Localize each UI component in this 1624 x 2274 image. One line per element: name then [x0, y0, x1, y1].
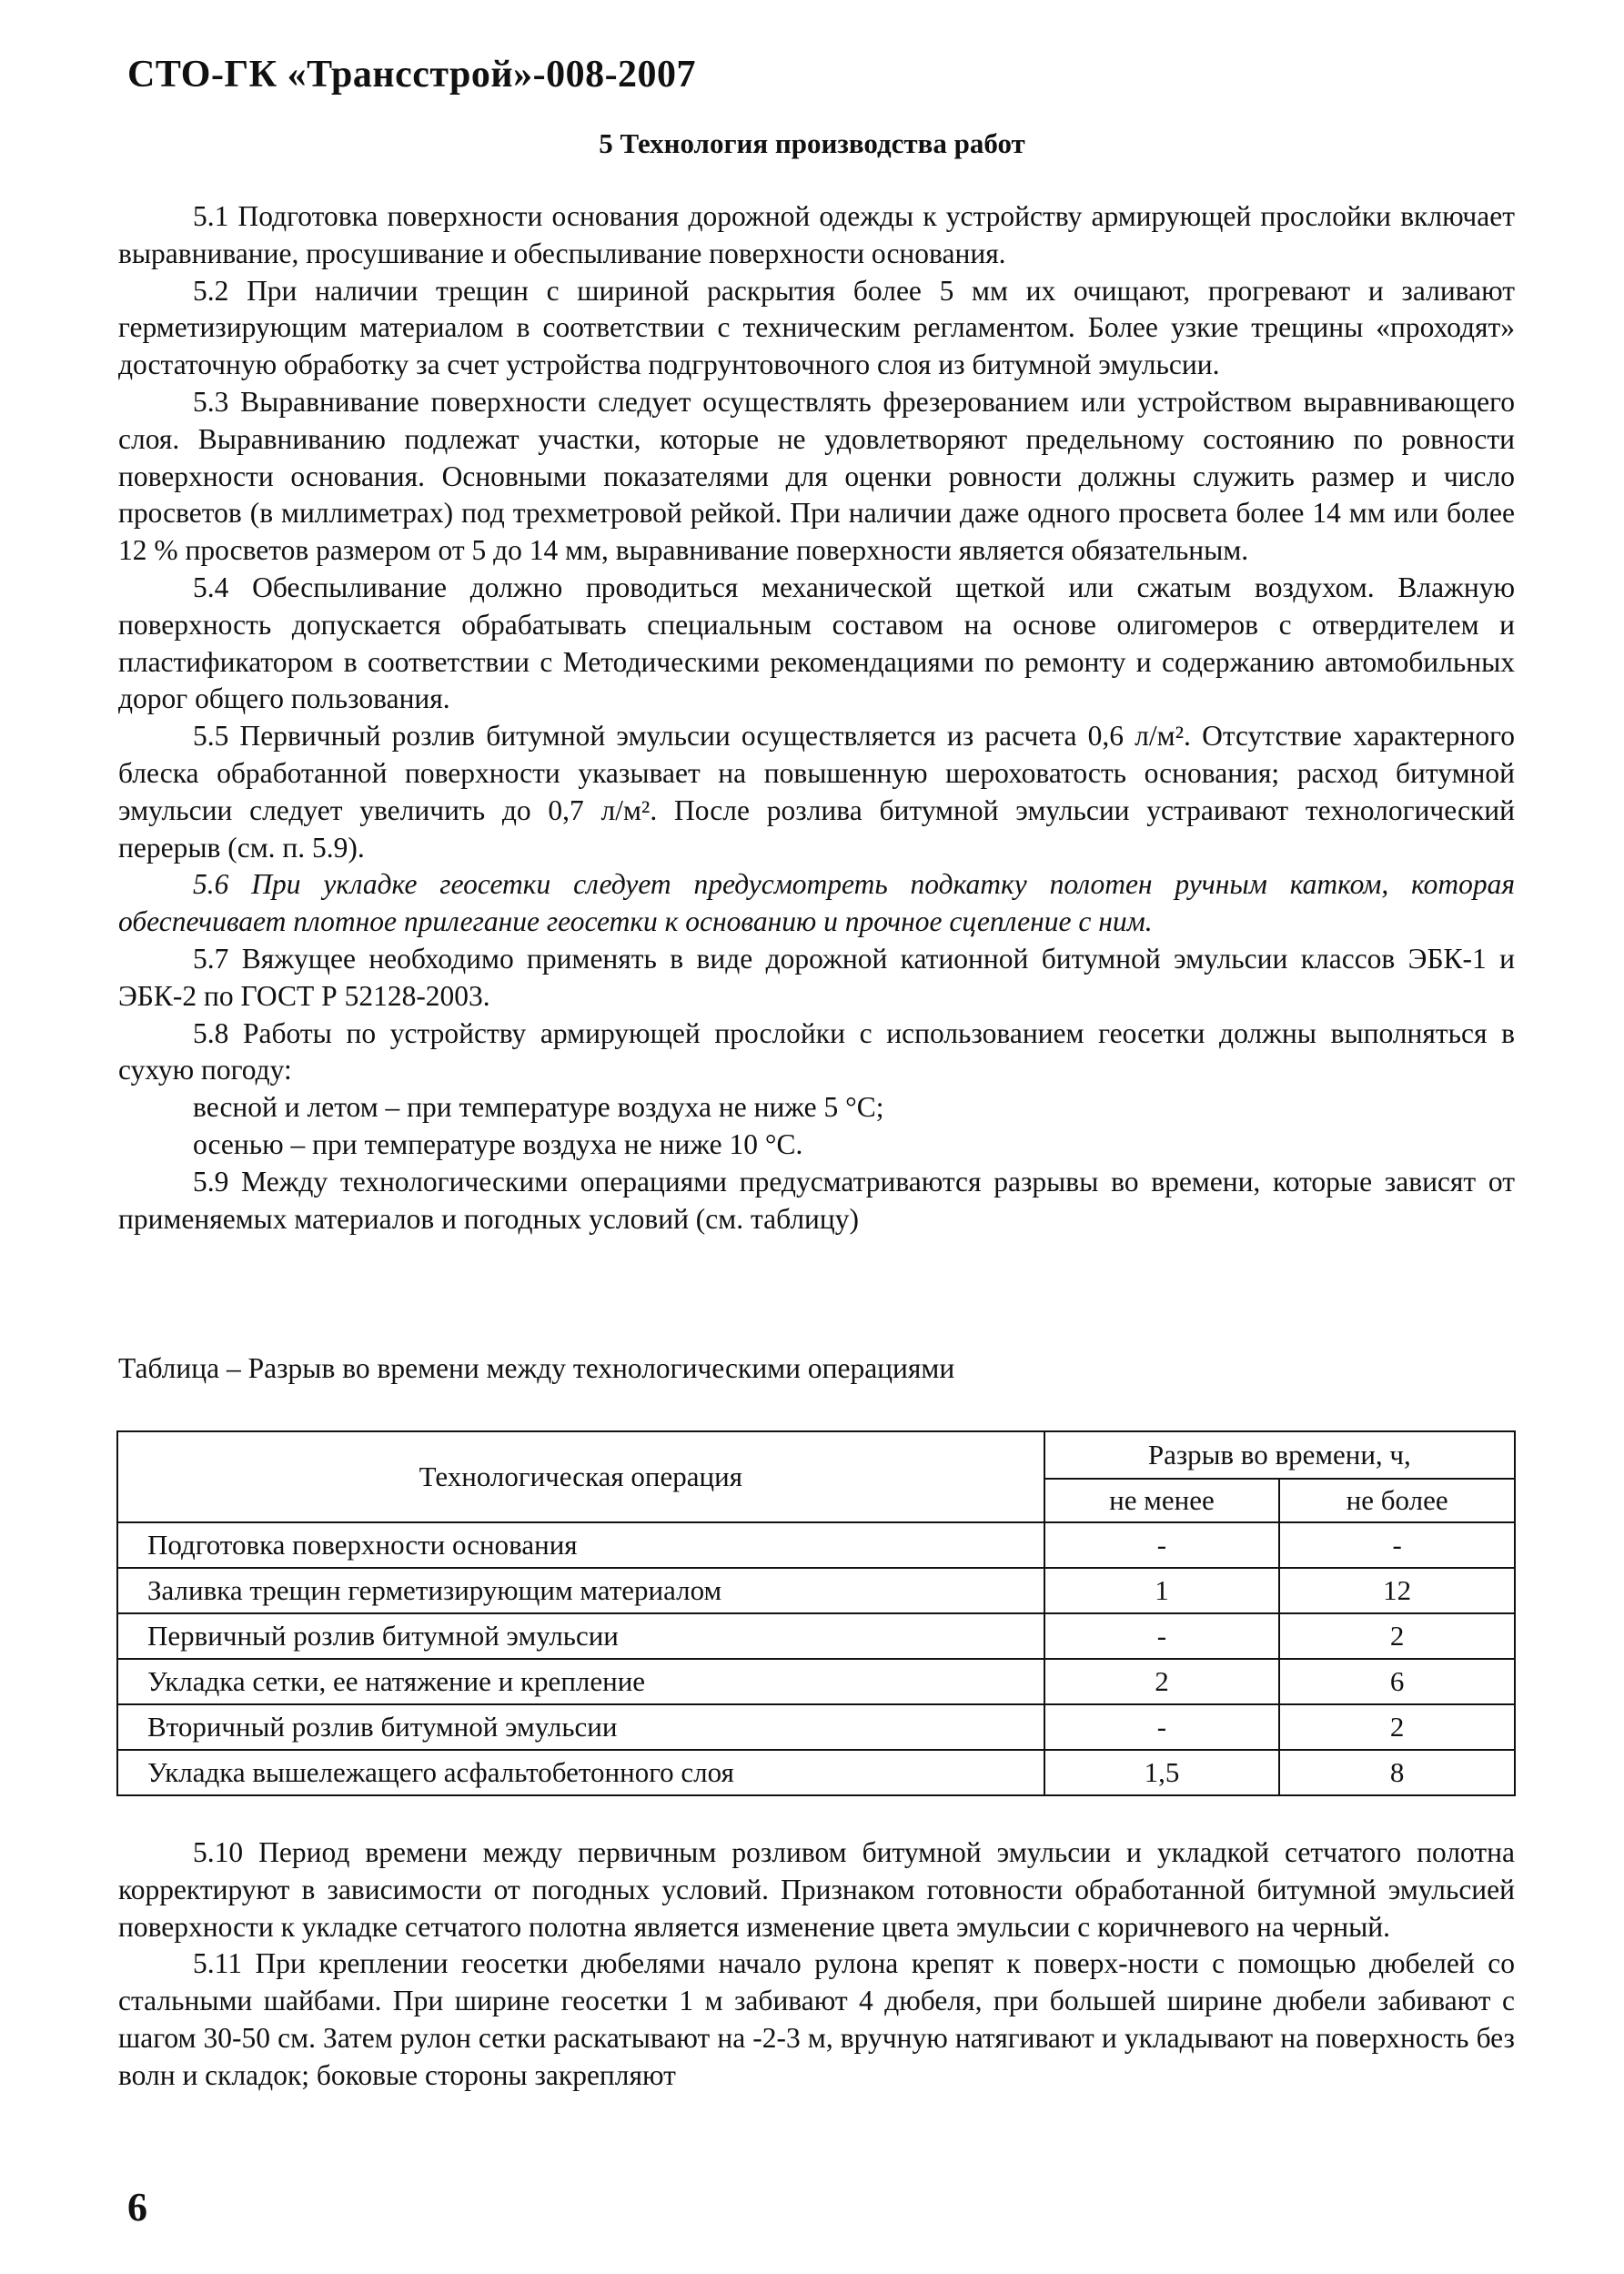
paragraph-5-8: 5.8 Работы по устройству армирующей прослойки с использованием геосетки должны выполняться в сухую погоду: — [118, 1016, 1515, 1086]
cell-max: 8 — [1279, 1750, 1515, 1795]
page-number: 6 — [127, 2185, 147, 2229]
paragraph-5-7: 5.7 Вяжущее необходимо применять в виде дорожной катионной битумной эмульсии классов ЭБК-1 и ЭБК-2 по ГОСТ Р 52128-2003. — [118, 942, 1515, 1012]
paragraph-5-6: 5.6 При укладке геосетки следует предусмотреть подкатку полотен ручным катком, которая обеспечивает плотное прилегание геосетки к основанию и прочное сцепление с ним. — [118, 868, 1515, 938]
cell-min: 2 — [1044, 1659, 1280, 1704]
document-code: СТО-ГК «Трансстрой»-008-2007 — [127, 54, 697, 96]
table-row — [117, 1659, 1515, 1704]
table-row — [117, 1750, 1515, 1795]
paragraph-5-5: 5.5 Первичный розлив битумной эмульсии осуществляется из расчета 0,6 л/м². Отсутствие характерного блеска обработанной поверхности указывает на повышенную шероховатость основания; расход битумной эмульсии следует увеличить до 0,7 л/м². После розлива битумной эмульсии устраивают технологический перерыв (см. п. 5.9). — [118, 720, 1515, 864]
cell-max: 2 — [1279, 1704, 1515, 1750]
table-row — [117, 1568, 1515, 1613]
paragraph-5-3: 5.3 Выравнивание поверхности следует осуществлять фрезерованием или устройством выравнивающего слоя. Выравниванию подлежат участки, которые не удовлетворяют предельному состоянию по ровности поверхности основания. Основными показателями для оценки ровности должны служить размер и число просветов (в миллиметрах) под трехметровой рейкой. При наличии даже одного просвета более 14 мм или более 12 % просветов размером от 5 до 14 мм, выравнивание поверхности является обязательным. — [118, 385, 1515, 567]
header-max: не более — [1279, 1479, 1515, 1522]
cell-min: - — [1044, 1613, 1280, 1659]
list-item-autumn: осенью – при температуре воздуха не ниже 10 °С. — [193, 1127, 803, 1160]
table-row — [117, 1704, 1515, 1750]
body-text-top — [118, 198, 1515, 1238]
list-item-spring-summer: весной и летом – при температуре воздуха не ниже 5 °С; — [193, 1091, 884, 1124]
cell-operation: Подготовка поверхности основания — [117, 1522, 1044, 1568]
cell-min: 1 — [1044, 1568, 1280, 1613]
table-caption: Таблица – Разрыв во времени между технологическими операциями — [118, 1352, 955, 1384]
header-time-gap: Разрыв во времени, ч, — [1044, 1431, 1515, 1479]
paragraph-5-2: 5.2 При наличии трещин с шириной раскрытия более 5 мм их очищают, прогревают и заливают герметизирующим материалом в соответствии с техническим регламентом. Более узкие трещины «проходят» достаточную обработку за счет устройства подгрунтовочного слоя из битумной эмульсии. — [118, 274, 1515, 381]
cell-max: 12 — [1279, 1568, 1515, 1613]
paragraph-5-11: 5.11 При креплении геосетки дюбелями начало рулона крепят к поверх-ности с помощью дюбелей со стальными шайбами. При ширине геосетки 1 м забивают 4 дюбеля, при большей ширине дюбели забивают с шагом 30-50 см. Затем рулон сетки раскатывают на -2-3 м, вручную натягивают и укладывают на поверхность без волн и складок; боковые стороны закрепляют — [118, 1947, 1515, 2091]
table-row — [117, 1613, 1515, 1659]
header-min: не менее — [1044, 1479, 1280, 1522]
table-header-row — [117, 1431, 1515, 1479]
section-title: 5 Технология производства работ — [599, 127, 1025, 159]
cell-operation: Укладка вышележащего асфальтобетонного слоя — [117, 1750, 1044, 1795]
header-operation: Технологическая операция — [117, 1431, 1044, 1522]
cell-max: 2 — [1279, 1613, 1515, 1659]
cell-min: - — [1044, 1522, 1280, 1568]
cell-operation: Вторичный розлив битумной эмульсии — [117, 1704, 1044, 1750]
paragraph-5-1: 5.1 Подготовка поверхности основания дорожной одежды к устройству армирующей прослойки включает выравнивание, просушивание и обеспыливание поверхности основания. — [118, 200, 1515, 269]
cell-operation: Заливка трещин герметизирующим материалом — [117, 1568, 1044, 1613]
cell-operation: Первичный розлив битумной эмульсии — [117, 1613, 1044, 1659]
cell-max: 6 — [1279, 1659, 1515, 1704]
time-gap-table — [116, 1430, 1516, 1796]
paragraph-5-4: 5.4 Обеспыливание должно проводиться механической щеткой или сжатым воздухом. Влажную поверхность допускается обрабатывать специальным составом на основе олигомеров с отвердителем и пластификатором в соответствии с Методическими рекомендациями по ремонту и содержанию автомобильных дорог общего пользования. — [118, 571, 1515, 715]
paragraph-5-10: 5.10 Период времени между первичным розливом битумной эмульсии и укладкой сетчатого полотна корректируют в зависимости от погодных условий. Признаком готовности обработанной битумной эмульсией поверхности к укладке сетчатого полотна является изменение цвета эмульсии с коричневого на черный. — [118, 1836, 1515, 1943]
paragraph-5-9: 5.9 Между технологическими операциями предусматриваются разрывы во времени, которые зависят от применяемых материалов и погодных условий (см. таблицу) — [118, 1165, 1515, 1235]
table-row — [117, 1522, 1515, 1568]
cell-max: - — [1279, 1522, 1515, 1568]
cell-operation: Укладка сетки, ее натяжение и крепление — [117, 1659, 1044, 1704]
cell-min: 1,5 — [1044, 1750, 1280, 1795]
cell-min: - — [1044, 1704, 1280, 1750]
body-text-bottom — [118, 1834, 1515, 2095]
